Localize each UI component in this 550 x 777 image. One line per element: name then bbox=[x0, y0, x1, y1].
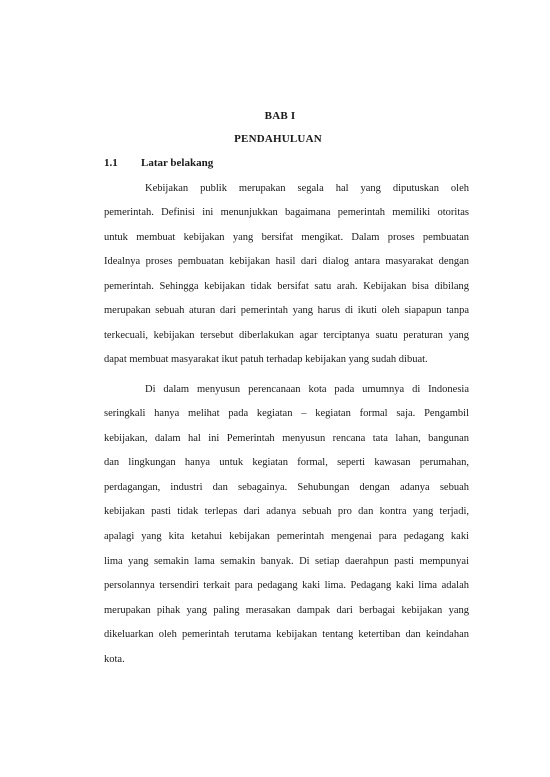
paragraph-line: dan lingkungan hanya untuk kegiatan formal, seperti kawasan perumahan, bbox=[104, 457, 469, 468]
paragraph-line: untuk membuat kebijakan yang bersifat mengikat. Dalam proses pembuatan bbox=[104, 232, 469, 243]
paragraph-line: persolannya tersendiri terkait para pedagang kaki lima. Pedagang kaki lima adalah bbox=[104, 580, 469, 591]
paragraph-line: pemerintah. Sehingga kebijakan tidak bersifat satu arah. Kebijakan bisa dibilang bbox=[104, 281, 469, 292]
paragraph-line: merupakan pihak yang paling merasakan dampak dari berbagai kebijakan yang bbox=[104, 605, 469, 616]
section-number: 1.1 bbox=[104, 157, 118, 169]
section-heading bbox=[104, 157, 213, 169]
paragraph-line: merupakan sebuah aturan dari pemerintah yang harus di ikuti oleh siapapun tanpa bbox=[104, 305, 469, 316]
paragraph-line: kebijakan pasti tidak terlepas dari adanya sebuah pro dan kontra yang terjadi, bbox=[104, 506, 469, 517]
section-title: Latar belakang bbox=[141, 157, 214, 169]
paragraph-line: Di dalam menyusun perencanaan kota pada umumnya di Indonesia bbox=[145, 384, 469, 395]
paragraph-line: perdagangan, industri dan sebagainya. Sehubungan dengan adanya sebuah bbox=[104, 482, 469, 493]
paragraph-line: Kebijakan publik merupakan segala hal yang diputuskan oleh bbox=[145, 183, 469, 194]
chapter-number: BAB I bbox=[264, 110, 296, 122]
chapter-title: PENDAHULUAN bbox=[234, 133, 322, 145]
paragraph-line: lima yang semakin lama semakin banyak. Di setiap daerahpun pasti mempunyai bbox=[104, 556, 469, 567]
paragraph-line: terkecuali, kebijakan tersebut diberlakukan agar terciptanya suatu peraturan yang bbox=[104, 330, 469, 341]
paragraph-line: Idealnya proses pembuatan kebijakan hasil dari dialog antara masyarakat dengan bbox=[104, 256, 469, 267]
paragraph-line: dapat membuat masyarakat ikut patuh terhadap kebijakan yang sudah dibuat. bbox=[104, 354, 428, 365]
paragraph-line: seringkali hanya melihat pada kegiatan – kegiatan formal saja. Pengambil bbox=[104, 408, 469, 419]
paragraph-line: kebijakan, dalam hal ini Pemerintah menyusun rencana tata lahan, bangunan bbox=[104, 433, 469, 444]
paragraph-line: kota. bbox=[104, 654, 125, 665]
paragraph-line: dikeluarkan oleh pemerintah terutama kebijakan tentang ketertiban dan keindahan bbox=[104, 629, 469, 640]
paragraph-line: pemerintah. Definisi ini menunjukkan bagaimana pemerintah memiliki otoritas bbox=[104, 207, 469, 218]
paragraph-line: apalagi yang kita ketahui kebijakan pemerintah mengenai para pedagang kaki bbox=[104, 531, 469, 542]
